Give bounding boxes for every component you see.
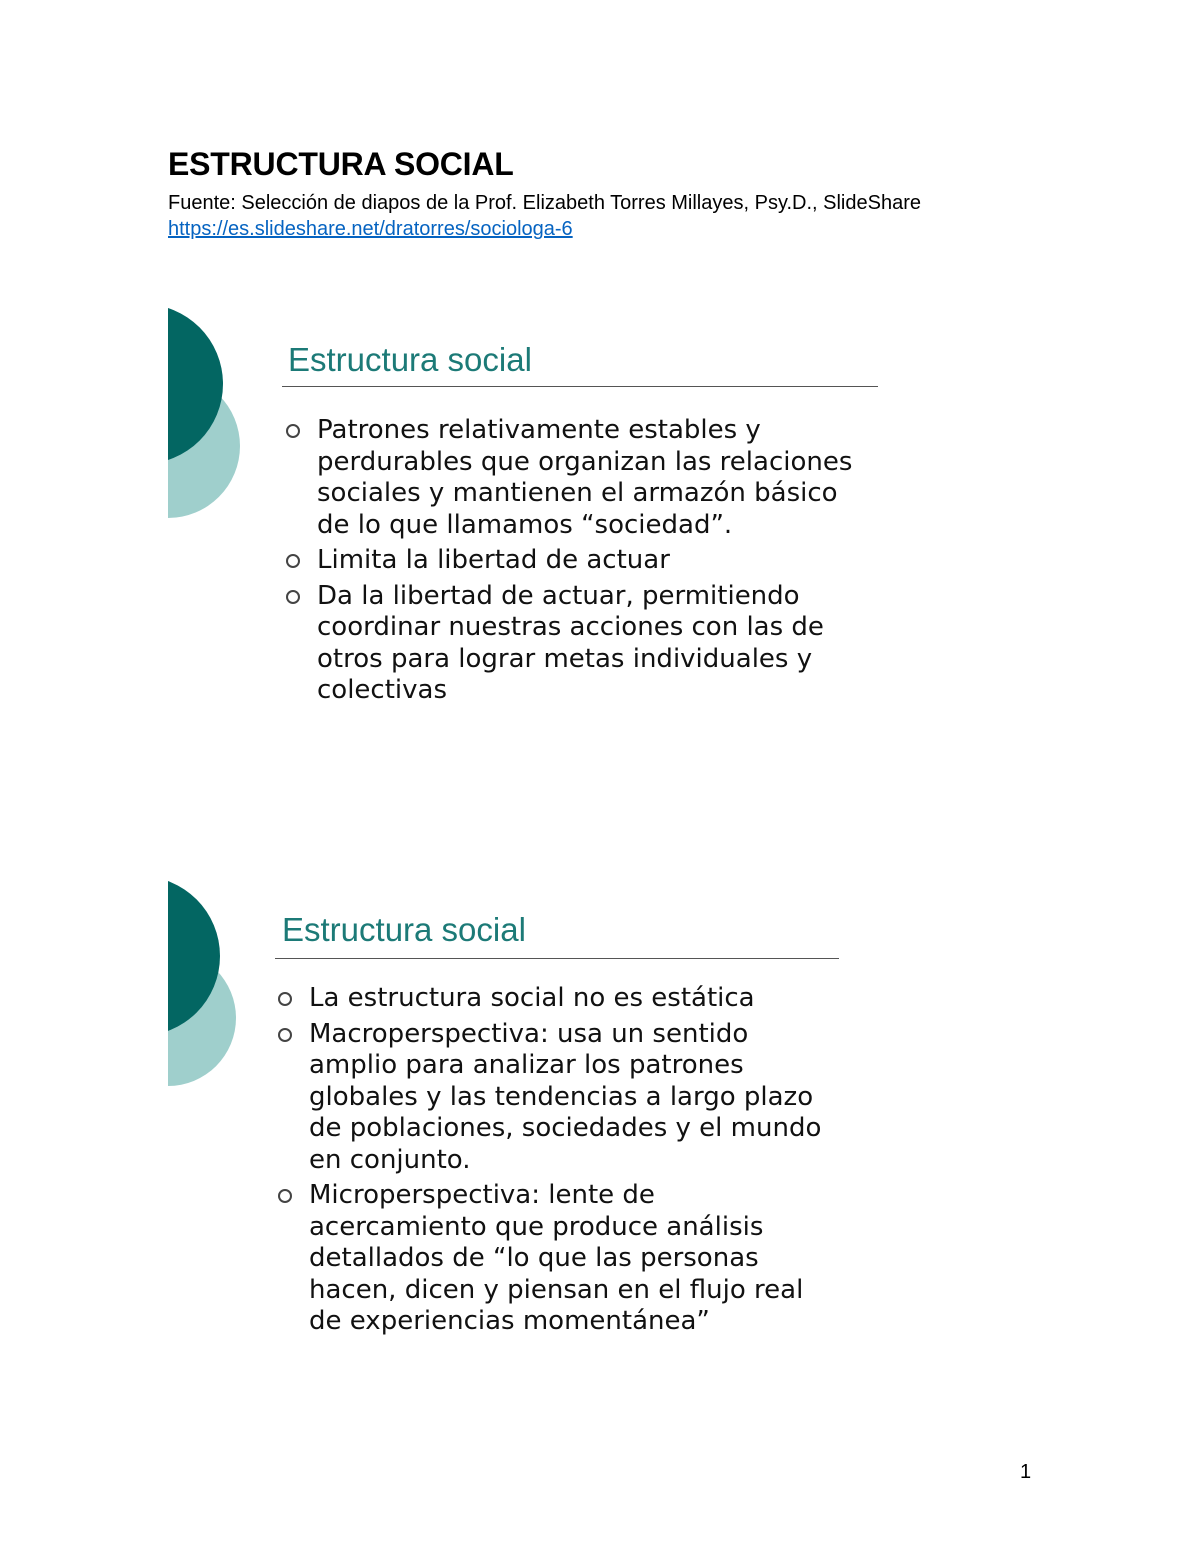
bullet-list (283, 415, 863, 711)
bullet-list (275, 983, 835, 1342)
slide-2 (168, 858, 888, 1358)
hollow-circle-bullet-icon (278, 1189, 292, 1203)
bullet-text: Macroperspectiva: usa un sentido amplio para analizar los patrones globales y las tendencias a largo plazo de poblaciones, sociedades y el mundo en conjunto. (309, 1018, 822, 1175)
title-divider (282, 386, 878, 387)
slide-1 (168, 284, 888, 784)
slide-title: Estructura social (282, 911, 526, 948)
bullet-item (275, 983, 835, 1015)
document-title: ESTRUCTURA SOCIAL (168, 146, 514, 182)
bullet-text: Da la libertad de actuar, permitiendo coordinar nuestras acciones con las de otros para lograr metas individuales y colectivas (317, 580, 824, 705)
bullet-item (275, 1019, 835, 1177)
hollow-circle-bullet-icon (286, 554, 300, 568)
document-header (168, 144, 921, 242)
hollow-circle-bullet-icon (278, 992, 292, 1006)
slide-decoration (168, 858, 248, 1118)
bullet-item (283, 581, 863, 707)
source-citation: Fuente: Selección de diapos de la Prof. Elizabeth Torres Millayes, Psy.D., SlideShare (168, 192, 921, 214)
bullet-item (275, 1180, 835, 1338)
bullet-text: La estructura social no es estática (309, 983, 755, 1013)
bullet-item (283, 545, 863, 577)
slide-title: Estructura social (288, 341, 532, 378)
hollow-circle-bullet-icon (278, 1028, 292, 1042)
bullet-item (283, 415, 863, 541)
page-number: 1 (1020, 1461, 1032, 1483)
bullet-text: Limita la libertad de actuar (317, 545, 670, 575)
hollow-circle-bullet-icon (286, 590, 300, 604)
title-divider (275, 958, 839, 959)
source-link[interactable]: https://es.slideshare.net/dratorres/sociologa-6 (168, 218, 573, 240)
bullet-text: Patrones relativamente estables y perdurables que organizan las relaciones sociales y mantienen el armazón básico de lo que llamamos “sociedad”. (317, 415, 853, 540)
hollow-circle-bullet-icon (286, 424, 300, 438)
bullet-text: Microperspectiva: lente de acercamiento que produce análisis detallados de “lo que las personas hacen, dicen y piensan en el flujo real de experiencias momentánea” (309, 1180, 804, 1336)
slide-decoration (168, 284, 248, 554)
